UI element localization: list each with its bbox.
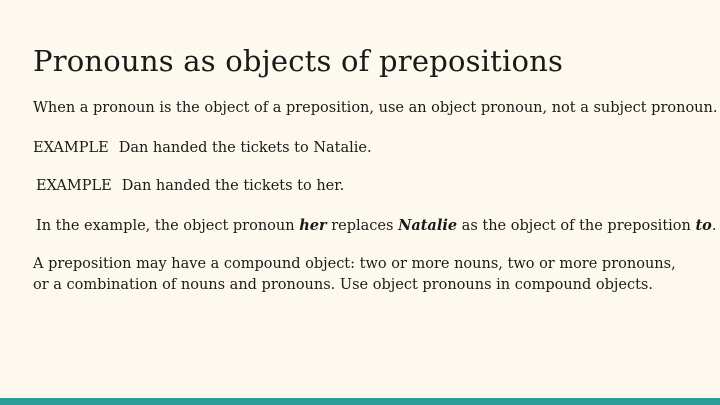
emphasis-to: to — [695, 217, 712, 234]
explanation-part-3: as the object of the preposition — [461, 218, 691, 234]
explanation-part-1: In the example, the object pronoun — [36, 218, 295, 234]
compound-object-paragraph: A preposition may have a compound object: two or more nouns, two or more pronouns, or a combination of nouns and pronouns. Use object pronouns in compound objects. — [33, 256, 676, 293]
emphasis-her: her — [299, 217, 327, 234]
example-2-tag: EXAMPLE — [36, 178, 112, 194]
rule-text: When a pronoun is the object of a preposition, use an object pronoun, not a subject pronoun. — [33, 100, 718, 116]
example-1-text: Dan handed the tickets to Natalie. — [118, 140, 372, 156]
example-2 — [36, 176, 344, 197]
example-2-text: Dan handed the tickets to her. — [121, 178, 345, 194]
explanation-part-2: replaces — [331, 218, 394, 234]
accent-bar — [0, 398, 720, 405]
emphasis-natalie: Natalie — [398, 217, 458, 234]
slide-title: Pronouns as objects of prepositions — [33, 44, 564, 78]
explanation-period: . — [711, 218, 717, 234]
example-1-tag: EXAMPLE — [33, 140, 109, 156]
example-1 — [33, 138, 372, 159]
explanation — [36, 215, 716, 237]
